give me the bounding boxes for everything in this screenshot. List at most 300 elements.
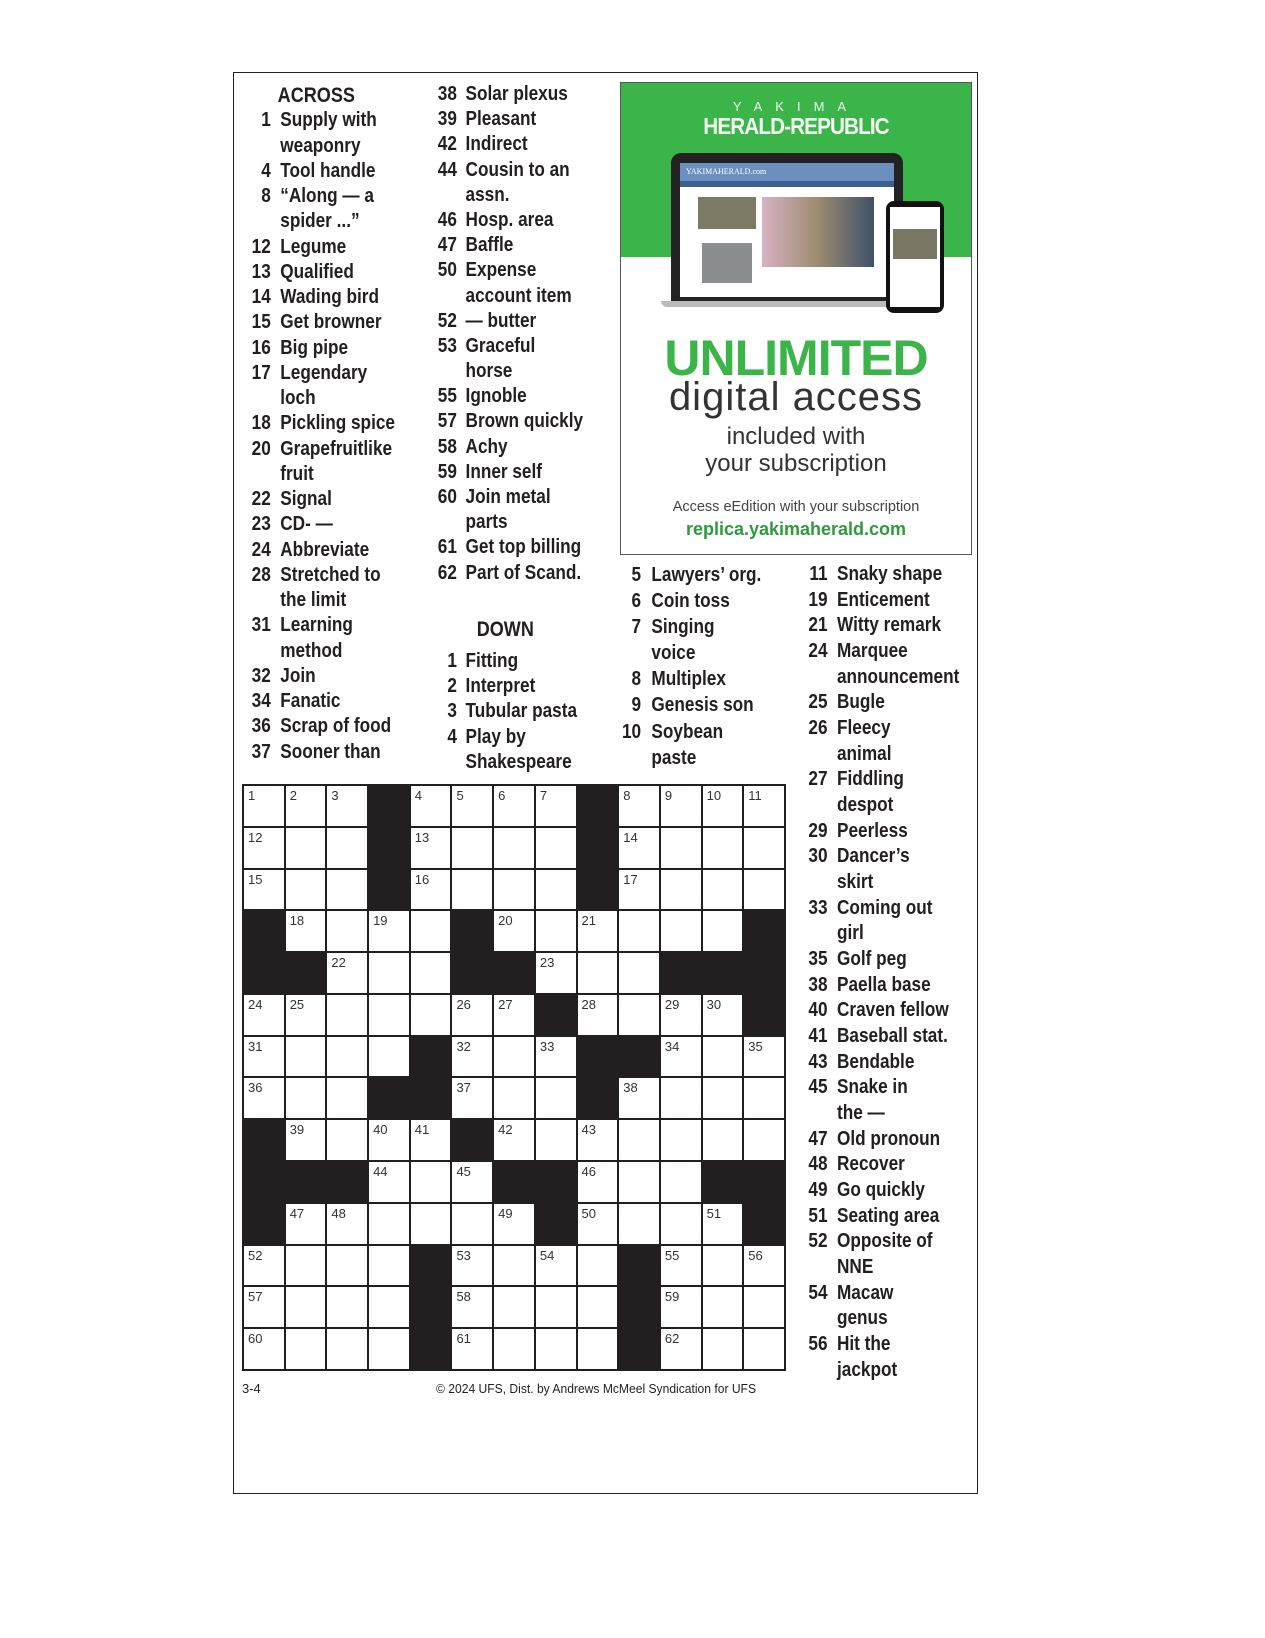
across-clue[interactable]	[432, 409, 604, 434]
grid-cell[interactable]	[494, 828, 534, 868]
grid-cell[interactable]	[452, 1246, 492, 1286]
down-clue[interactable]	[800, 1152, 972, 1178]
grid-cell[interactable]	[494, 1204, 534, 1244]
grid-cell[interactable]	[661, 1287, 701, 1327]
grid-cell[interactable]	[369, 911, 409, 951]
across-clue[interactable]	[432, 460, 604, 485]
clue-number: 2	[447, 675, 457, 698]
grid-cell[interactable]	[494, 1329, 534, 1369]
grid-cell[interactable]	[661, 1329, 701, 1369]
grid-cell[interactable]	[327, 1329, 367, 1369]
grid-cell[interactable]	[369, 1246, 409, 1286]
grid-cell[interactable]	[661, 1246, 701, 1286]
down-clue[interactable]	[432, 674, 604, 699]
across-clue[interactable]	[245, 108, 417, 159]
down-clue[interactable]	[432, 699, 604, 724]
down-clue[interactable]	[800, 613, 972, 639]
grid-cell[interactable]	[661, 995, 701, 1035]
grid-cell[interactable]	[703, 828, 743, 868]
cell-number: 12	[248, 829, 263, 845]
down-clue[interactable]	[800, 844, 972, 895]
cell-number: 50	[581, 1205, 596, 1221]
clue-text: Scrap of food	[280, 715, 392, 738]
grid-cell[interactable]	[452, 1162, 492, 1202]
across-clue[interactable]	[432, 208, 604, 233]
grid-cell[interactable]	[578, 911, 618, 951]
down-clue[interactable]	[617, 692, 780, 718]
black-square	[578, 870, 618, 910]
down-clue[interactable]	[800, 819, 972, 845]
across-clue[interactable]	[245, 411, 417, 436]
across-clue[interactable]	[245, 538, 417, 563]
clue-number: 23	[251, 513, 271, 536]
cell-number: 39	[289, 1122, 305, 1138]
cell-number: 16	[414, 871, 430, 887]
cell-number: 55	[664, 1247, 680, 1263]
crossword-grid[interactable]	[242, 784, 786, 1371]
across-clue[interactable]	[432, 82, 604, 107]
grid-cell[interactable]	[327, 828, 367, 868]
down-clue[interactable]	[617, 614, 780, 666]
grid-cell[interactable]	[244, 995, 284, 1035]
cell-number: 28	[581, 996, 596, 1012]
cell-number: 37	[456, 1080, 471, 1096]
down-clue[interactable]	[800, 562, 972, 588]
clue-number: 4	[447, 725, 457, 748]
clue-text: Paella base	[836, 973, 931, 996]
across-clue[interactable]	[245, 740, 417, 765]
clue-text: jackpot	[836, 1358, 898, 1381]
grid-cell[interactable]	[452, 1329, 492, 1369]
grid-cell[interactable]	[327, 911, 367, 951]
grid-cell[interactable]	[452, 1078, 492, 1118]
black-square	[744, 1204, 784, 1244]
grid-cell[interactable]	[327, 1037, 367, 1077]
clue-number: 49	[808, 1179, 828, 1202]
black-square	[661, 953, 701, 993]
down-clue[interactable]	[800, 947, 972, 973]
grid-cell[interactable]	[327, 1120, 367, 1160]
grid-cell[interactable]	[661, 1204, 701, 1244]
clue-number: 54	[808, 1281, 828, 1304]
grid-cell[interactable]	[619, 786, 659, 826]
across-clue[interactable]	[432, 535, 604, 560]
clue-text: spider ...”	[280, 210, 360, 233]
grid-cell[interactable]	[661, 1162, 701, 1202]
ad-url-link[interactable]: replica.yakimaherald.com	[685, 519, 907, 539]
clue-text: Bugle	[836, 691, 885, 714]
across-clue[interactable]	[432, 107, 604, 132]
across-clue[interactable]	[245, 437, 417, 488]
grid-cell[interactable]	[244, 1246, 284, 1286]
grid-cell[interactable]	[661, 786, 701, 826]
clue-text: Ignoble	[465, 385, 527, 408]
grid-cell[interactable]	[369, 1162, 409, 1202]
grid-cell[interactable]	[369, 953, 409, 993]
across-clue[interactable]	[432, 233, 604, 258]
clue-text: Indirect	[465, 133, 528, 156]
clue-number: 31	[251, 614, 271, 637]
clue-number: 8	[261, 185, 271, 207]
grid-cell[interactable]	[536, 911, 576, 951]
grid-cell[interactable]	[661, 1078, 701, 1118]
grid-cell[interactable]	[244, 1037, 284, 1077]
grid-cell[interactable]	[411, 911, 451, 951]
clue-number: 15	[251, 311, 271, 334]
grid-cell[interactable]	[703, 1078, 743, 1118]
clue-number: 52	[437, 309, 457, 332]
grid-cell[interactable]	[494, 1078, 534, 1118]
clue-text: “Along — a	[280, 185, 374, 207]
cell-number: 32	[456, 1038, 471, 1054]
cell-number: 52	[248, 1247, 263, 1263]
down-clue[interactable]	[800, 1204, 972, 1230]
grid-cell[interactable]	[536, 1037, 576, 1077]
grid-cell[interactable]	[244, 1329, 284, 1369]
grid-cell[interactable]	[744, 1078, 784, 1118]
grid-cell[interactable]	[369, 1037, 409, 1077]
grid-cell[interactable]	[411, 828, 451, 868]
grid-cell[interactable]	[578, 1162, 618, 1202]
grid-cell[interactable]	[494, 1120, 534, 1160]
clue-text: Pleasant	[465, 108, 537, 131]
grid-cell[interactable]	[411, 1120, 451, 1160]
grid-cell[interactable]	[244, 1078, 284, 1118]
grid-cell[interactable]	[411, 786, 451, 826]
grid-cell[interactable]	[578, 953, 618, 993]
down-clue[interactable]	[800, 767, 972, 818]
clue-text: Get browner	[280, 311, 382, 334]
date-code: 3-4	[242, 1381, 261, 1396]
grid-cell[interactable]	[286, 828, 326, 868]
across-clue[interactable]	[245, 689, 417, 714]
grid-cell[interactable]	[244, 1287, 284, 1327]
cell-number: 3	[331, 788, 339, 803]
grid-cell[interactable]	[703, 1287, 743, 1327]
grid-cell[interactable]	[744, 870, 784, 910]
ad-subhead: digital access	[668, 375, 924, 419]
down-clue[interactable]	[617, 719, 780, 771]
down-clue[interactable]	[800, 1127, 972, 1153]
clue-number: 35	[808, 948, 828, 971]
grid-cell[interactable]	[536, 1287, 576, 1327]
down-clue[interactable]	[432, 649, 604, 674]
across-clue[interactable]	[432, 258, 604, 308]
grid-cell[interactable]	[578, 1246, 618, 1286]
grid-cell[interactable]	[327, 786, 367, 826]
across-clue[interactable]	[432, 158, 604, 208]
grid-cell[interactable]	[619, 870, 659, 910]
grid-cell[interactable]	[369, 1120, 409, 1160]
black-square	[578, 786, 618, 826]
across-clue[interactable]	[245, 512, 417, 537]
grid-cell[interactable]	[411, 870, 451, 910]
clue-number: 44	[437, 158, 457, 181]
clue-text: NNE	[836, 1256, 874, 1279]
grid-cell[interactable]	[744, 1037, 784, 1077]
across-clue[interactable]	[245, 563, 417, 614]
across-clue[interactable]	[245, 159, 417, 184]
clue-text: Inner self	[465, 460, 543, 483]
grid-cell[interactable]	[327, 1246, 367, 1286]
clue-number: 21	[808, 614, 828, 637]
clue-text: Learning	[280, 614, 353, 637]
clue-text: genus	[836, 1307, 888, 1330]
clue-text: — butter	[465, 309, 537, 332]
across-clue[interactable]	[245, 714, 417, 739]
grid-cell[interactable]	[411, 1204, 451, 1244]
grid-cell[interactable]	[452, 1287, 492, 1327]
black-square	[578, 828, 618, 868]
across-clue[interactable]	[432, 384, 604, 409]
grid-cell[interactable]	[369, 1287, 409, 1327]
grid-cell[interactable]	[286, 1246, 326, 1286]
down-clue[interactable]	[617, 588, 780, 614]
black-square	[494, 953, 534, 993]
down-clue[interactable]	[800, 1281, 972, 1332]
grid-cell[interactable]	[744, 1120, 784, 1160]
down-clue[interactable]	[800, 1050, 972, 1076]
grid-cell[interactable]	[619, 911, 659, 951]
grid-cell[interactable]	[661, 828, 701, 868]
grid-cell[interactable]	[536, 870, 576, 910]
grid-cell[interactable]	[327, 1204, 367, 1244]
grid-cell[interactable]	[619, 1204, 659, 1244]
grid-cell[interactable]	[619, 1120, 659, 1160]
clue-number: 27	[808, 768, 828, 791]
grid-cell[interactable]	[703, 1037, 743, 1077]
grid-cell[interactable]	[327, 870, 367, 910]
across-clue[interactable]	[245, 310, 417, 335]
grid-cell[interactable]	[661, 1120, 701, 1160]
grid-cell[interactable]	[494, 1037, 534, 1077]
down-clue[interactable]	[800, 716, 972, 767]
grid-cell[interactable]	[744, 828, 784, 868]
grid-cell[interactable]	[703, 1120, 743, 1160]
clue-text: Macaw	[836, 1281, 894, 1304]
black-square	[452, 1120, 492, 1160]
grid-cell[interactable]	[369, 1329, 409, 1369]
clue-text: method	[280, 639, 343, 662]
cell-number: 38	[623, 1080, 638, 1096]
grid-cell[interactable]	[452, 870, 492, 910]
grid-cell[interactable]	[327, 995, 367, 1035]
grid-cell[interactable]	[536, 1329, 576, 1369]
clue-text: fruit	[280, 462, 314, 485]
grid-cell[interactable]	[286, 995, 326, 1035]
clue-number: 22	[251, 488, 271, 510]
down-clue[interactable]	[800, 896, 972, 947]
cell-number: 22	[331, 955, 346, 971]
down-clue[interactable]	[432, 725, 604, 775]
down-clue[interactable]	[800, 1332, 972, 1383]
down-clue[interactable]	[800, 639, 972, 690]
grid-cell[interactable]	[286, 1120, 326, 1160]
cell-number: 34	[664, 1038, 680, 1054]
cell-number: 4	[414, 788, 422, 803]
grid-cell[interactable]	[327, 1078, 367, 1118]
grid-cell[interactable]	[619, 995, 659, 1035]
grid-cell[interactable]	[661, 870, 701, 910]
grid-cell[interactable]	[703, 1204, 743, 1244]
cell-number: 10	[706, 788, 722, 803]
grid-cell[interactable]	[244, 786, 284, 826]
across-clue[interactable]	[432, 334, 604, 384]
clue-number: 58	[437, 435, 457, 458]
grid-cell[interactable]	[452, 786, 492, 826]
clue-number: 32	[251, 664, 271, 687]
clue-text: Fitting	[465, 649, 519, 672]
grid-cell[interactable]	[494, 1287, 534, 1327]
down-clue[interactable]	[800, 1178, 972, 1204]
clue-text: Multiplex	[651, 668, 726, 691]
across-clue[interactable]	[245, 487, 417, 512]
across-clue[interactable]	[432, 561, 604, 586]
grid-cell[interactable]	[494, 911, 534, 951]
grid-cell[interactable]	[744, 1287, 784, 1327]
cell-number: 31	[248, 1038, 263, 1054]
grid-cell[interactable]	[286, 870, 326, 910]
cell-number: 53	[456, 1247, 471, 1263]
grid-cell[interactable]	[327, 953, 367, 993]
grid-cell[interactable]	[578, 1329, 618, 1369]
grid-cell[interactable]	[536, 1246, 576, 1286]
across-clue[interactable]	[245, 184, 417, 235]
clue-number: 25	[808, 691, 828, 714]
grid-cell[interactable]	[744, 1329, 784, 1369]
grid-cell[interactable]	[578, 1287, 618, 1327]
black-square	[369, 786, 409, 826]
grid-cell[interactable]	[744, 786, 784, 826]
black-square	[286, 953, 326, 993]
grid-cell[interactable]	[369, 995, 409, 1035]
grid-cell[interactable]	[744, 1246, 784, 1286]
grid-cell[interactable]	[286, 1204, 326, 1244]
clue-text: Supply with	[280, 109, 377, 132]
black-square	[244, 1162, 284, 1202]
grid-cell[interactable]	[452, 995, 492, 1035]
across-clue[interactable]	[245, 613, 417, 664]
grid-cell[interactable]	[286, 1078, 326, 1118]
clue-text: Recover	[836, 1153, 905, 1176]
grid-cell[interactable]	[452, 1037, 492, 1077]
cell-number: 41	[414, 1122, 430, 1138]
grid-cell[interactable]	[327, 1287, 367, 1327]
cell-number: 17	[623, 871, 638, 887]
grid-cell[interactable]	[286, 1329, 326, 1369]
down-clue[interactable]	[800, 588, 972, 614]
down-clue[interactable]	[800, 1075, 972, 1126]
grid-cell[interactable]	[703, 786, 743, 826]
grid-cell[interactable]	[703, 995, 743, 1035]
across-clue[interactable]	[245, 336, 417, 361]
grid-cell[interactable]	[411, 953, 451, 993]
subscription-ad[interactable]	[620, 82, 972, 555]
cell-number: 19	[373, 913, 388, 929]
grid-cell[interactable]	[536, 953, 576, 993]
down-clue[interactable]	[617, 562, 780, 588]
grid-cell[interactable]	[578, 995, 618, 1035]
grid-cell[interactable]	[661, 911, 701, 951]
cell-number: 11	[748, 788, 762, 803]
grid-cell[interactable]	[244, 828, 284, 868]
grid-cell[interactable]	[619, 1162, 659, 1202]
grid-cell[interactable]	[536, 1120, 576, 1160]
grid-cell[interactable]	[703, 911, 743, 951]
cell-number: 42	[498, 1122, 513, 1138]
down-clue[interactable]	[800, 1229, 972, 1280]
grid-cell[interactable]	[286, 911, 326, 951]
grid-cell[interactable]	[703, 1246, 743, 1286]
grid-cell[interactable]	[619, 828, 659, 868]
cell-number: 56	[748, 1247, 763, 1263]
grid-cell[interactable]	[494, 995, 534, 1035]
grid-cell[interactable]	[619, 953, 659, 993]
black-square	[744, 953, 784, 993]
down-clue[interactable]	[617, 666, 780, 692]
grid-cell[interactable]	[452, 1204, 492, 1244]
across-clue[interactable]	[245, 664, 417, 689]
grid-cell[interactable]	[369, 1204, 409, 1244]
grid-cell[interactable]	[286, 1037, 326, 1077]
across-clue[interactable]	[245, 235, 417, 260]
clue-number: 24	[251, 538, 271, 561]
across-clue[interactable]	[245, 260, 417, 285]
clue-text: Brown quickly	[465, 410, 584, 433]
grid-cell[interactable]	[703, 1329, 743, 1369]
grid-cell[interactable]	[578, 1120, 618, 1160]
clue-text: girl	[836, 922, 864, 945]
across-clue[interactable]	[432, 309, 604, 334]
down-clue[interactable]	[800, 998, 972, 1024]
black-square	[619, 1037, 659, 1077]
grid-cell[interactable]	[619, 1078, 659, 1118]
grid-cell[interactable]	[578, 1204, 618, 1244]
cell-number: 58	[456, 1289, 471, 1305]
grid-cell[interactable]	[536, 1078, 576, 1118]
across-clue[interactable]	[432, 435, 604, 460]
grid-cell[interactable]	[452, 828, 492, 868]
down-clue[interactable]	[800, 1024, 972, 1050]
clue-text: Legendary	[280, 361, 368, 384]
clue-text: Get top billing	[465, 536, 582, 559]
clue-text: paste	[651, 746, 697, 769]
grid-cell[interactable]	[661, 1037, 701, 1077]
across-clue[interactable]	[432, 485, 604, 535]
across-clue[interactable]	[432, 132, 604, 157]
grid-cell[interactable]	[286, 786, 326, 826]
grid-cell[interactable]	[411, 1162, 451, 1202]
grid-cell[interactable]	[494, 1246, 534, 1286]
grid-cell[interactable]	[703, 870, 743, 910]
down-clue[interactable]	[800, 973, 972, 999]
cell-number: 14	[623, 829, 638, 845]
grid-cell[interactable]	[494, 870, 534, 910]
clue-number: 20	[251, 437, 271, 460]
across-clue[interactable]	[245, 285, 417, 310]
grid-cell[interactable]	[286, 1287, 326, 1327]
clue-number: 38	[808, 973, 828, 996]
down-clue[interactable]	[800, 690, 972, 716]
clue-number: 3	[447, 700, 457, 723]
grid-cell[interactable]	[244, 870, 284, 910]
grid-cell[interactable]	[536, 786, 576, 826]
cell-number: 43	[581, 1122, 596, 1138]
across-clue[interactable]	[245, 361, 417, 412]
grid-cell[interactable]	[536, 828, 576, 868]
grid-cell[interactable]	[411, 995, 451, 1035]
grid-cell[interactable]	[494, 786, 534, 826]
